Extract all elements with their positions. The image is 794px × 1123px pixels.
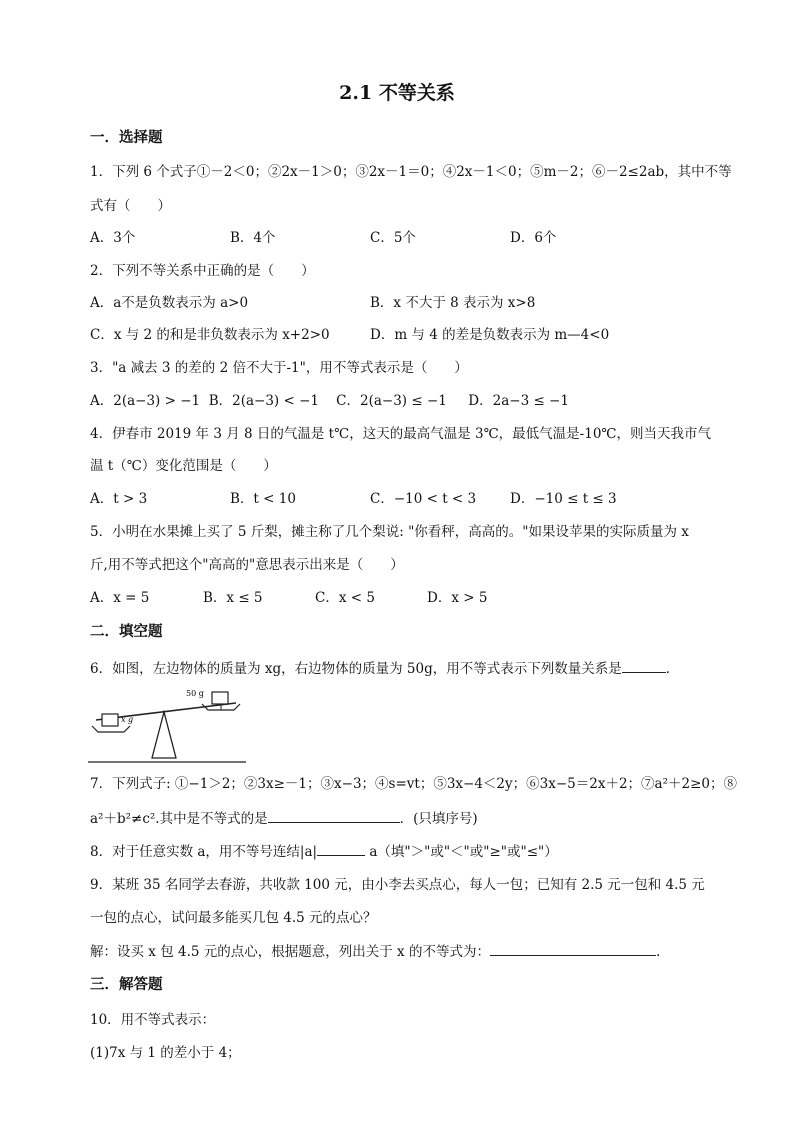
question-5-line-2: 斤,用不等式把这个"高高的"意思表示出来是（ ） [90,557,404,573]
question-7-line-1: 7．下列式子: ①−1＞2；②3x≥－1；③x−3；④s=vt；⑤3x−4＜2y；⑥3x−5＝2x＋2；⑦a²＋2≥0；⑧ [90,776,737,792]
q2-option-d: D．m 与 4 的差是负数表示为 m—4<0 [370,327,610,343]
question-5-line-1: 5．小明在水果摊上买了 5 斤梨，摊主称了几个梨说: "你看秤，高高的。"如果设苹果的实际质量为 x [90,524,689,540]
question-4-line-1: 4．伊春市 2019 年 3 月 8 日的气温是 t℃，这天的最高气温是 3℃，最低气温是-10℃，则当天我市气 [90,426,712,442]
q6-text: 6．如图，左边物体的质量为 xg，右边物体的质量为 50g，用不等式表示下列数量关系是 [90,661,622,677]
q8-text-b: a（填"＞"或"＜"或"≥"或"≤"） [369,844,558,860]
question-9-line-2: 一包的点心，试问最多能买几包 4.5 元的点心？ [90,910,377,926]
q8-answer-blank[interactable] [317,841,365,856]
right-weight-label: 50 g [186,689,204,698]
question-6-stem [90,658,679,679]
question-10-stem: 10．用不等式表示： [90,1012,216,1028]
question-10-sub-1: (1)7x 与 1 的差小于 4； [90,1045,241,1061]
question-4-line-2: 温 t（℃）变化范围是（ ） [90,458,277,474]
question-1-line-2: 式有（ ） [90,198,171,214]
q5-option-c: C．x < 5 [315,590,375,606]
page-title: 2.1 不等关系 [339,82,455,104]
q6-end: ． [665,661,680,677]
q2-option-c: C．x 与 2 的和是非负数表示为 x+2>0 [90,327,330,343]
balance-fulcrum [152,712,176,758]
question-9-line-1: 9．某班 35 名同学去春游，共收款 100 元，由小李去买点心，每人一包；已知有 2.5 元一包和 4.5 元 [90,877,705,893]
left-weight-box [102,714,118,726]
question-3-stem: 3．"a 减去 3 的差的 2 倍不大于-1"，用不等式表示是（ ） [90,360,468,376]
q4-option-a: A．t > 3 [90,491,148,507]
q2-option-b: B．x 不大于 8 表示为 x>8 [370,295,536,311]
q8-text-a: 8．对于任意实数 a，用不等号连结|a| [90,844,318,860]
q5-option-a: A．x = 5 [90,590,150,606]
q9-answer-blank[interactable] [490,941,656,956]
q5-option-d: D．x > 5 [427,590,488,606]
question-2-stem: 2．下列不等关系中正确的是（ ） [90,263,315,279]
q3-options: A．2(a−3) > −1 B．2(a−3) < −1 C．2(a−3) ≤ −1 D．2a−3 ≤ −1 [90,393,569,409]
q1-option-b: B．4个 [230,230,276,246]
q9-solution-text: 解：设买 x 包 4.5 元的点心，根据题意，列出关于 x 的不等式为： [90,944,490,960]
section-heading-fill: 二．填空题 [90,623,163,640]
question-7-line-2 [90,808,478,829]
question-1-line-1: 1．下列 6 个式子①－2＜0；②2x－1＞0；③2x－1＝0；④2x－1＜0；⑤m－2；⑥－2≤2ab，其中不等 [90,164,732,180]
q1-option-c: C．5个 [370,230,416,246]
balance-figure [88,686,248,766]
question-8 [90,841,558,862]
q7-end: ．(只填序号) [399,811,478,827]
left-weight-label: x g [121,715,134,724]
q2-option-a: A．a不是负数表示为 a>0 [90,295,249,311]
q4-option-b: B．t < 10 [230,491,296,507]
q9-solution-end: . [655,944,661,960]
q5-option-b: B．x ≤ 5 [203,590,263,606]
q7-answer-blank[interactable] [268,808,400,823]
right-weight-box [212,692,228,704]
q4-option-d: D．−10 ≤ t ≤ 3 [510,491,617,507]
section-heading-choice: 一．选择题 [90,129,163,146]
q7-text: a²＋b²≠c².其中是不等式的是 [90,811,268,827]
q1-option-d: D．6个 [510,230,557,246]
q1-option-a: A．3个 [90,230,136,246]
section-heading-answer: 三．解答题 [90,976,163,993]
q4-option-c: C．−10 < t < 3 [370,491,477,507]
question-9-solution [90,941,660,962]
q6-answer-blank[interactable] [622,658,666,673]
left-pan [92,726,130,732]
